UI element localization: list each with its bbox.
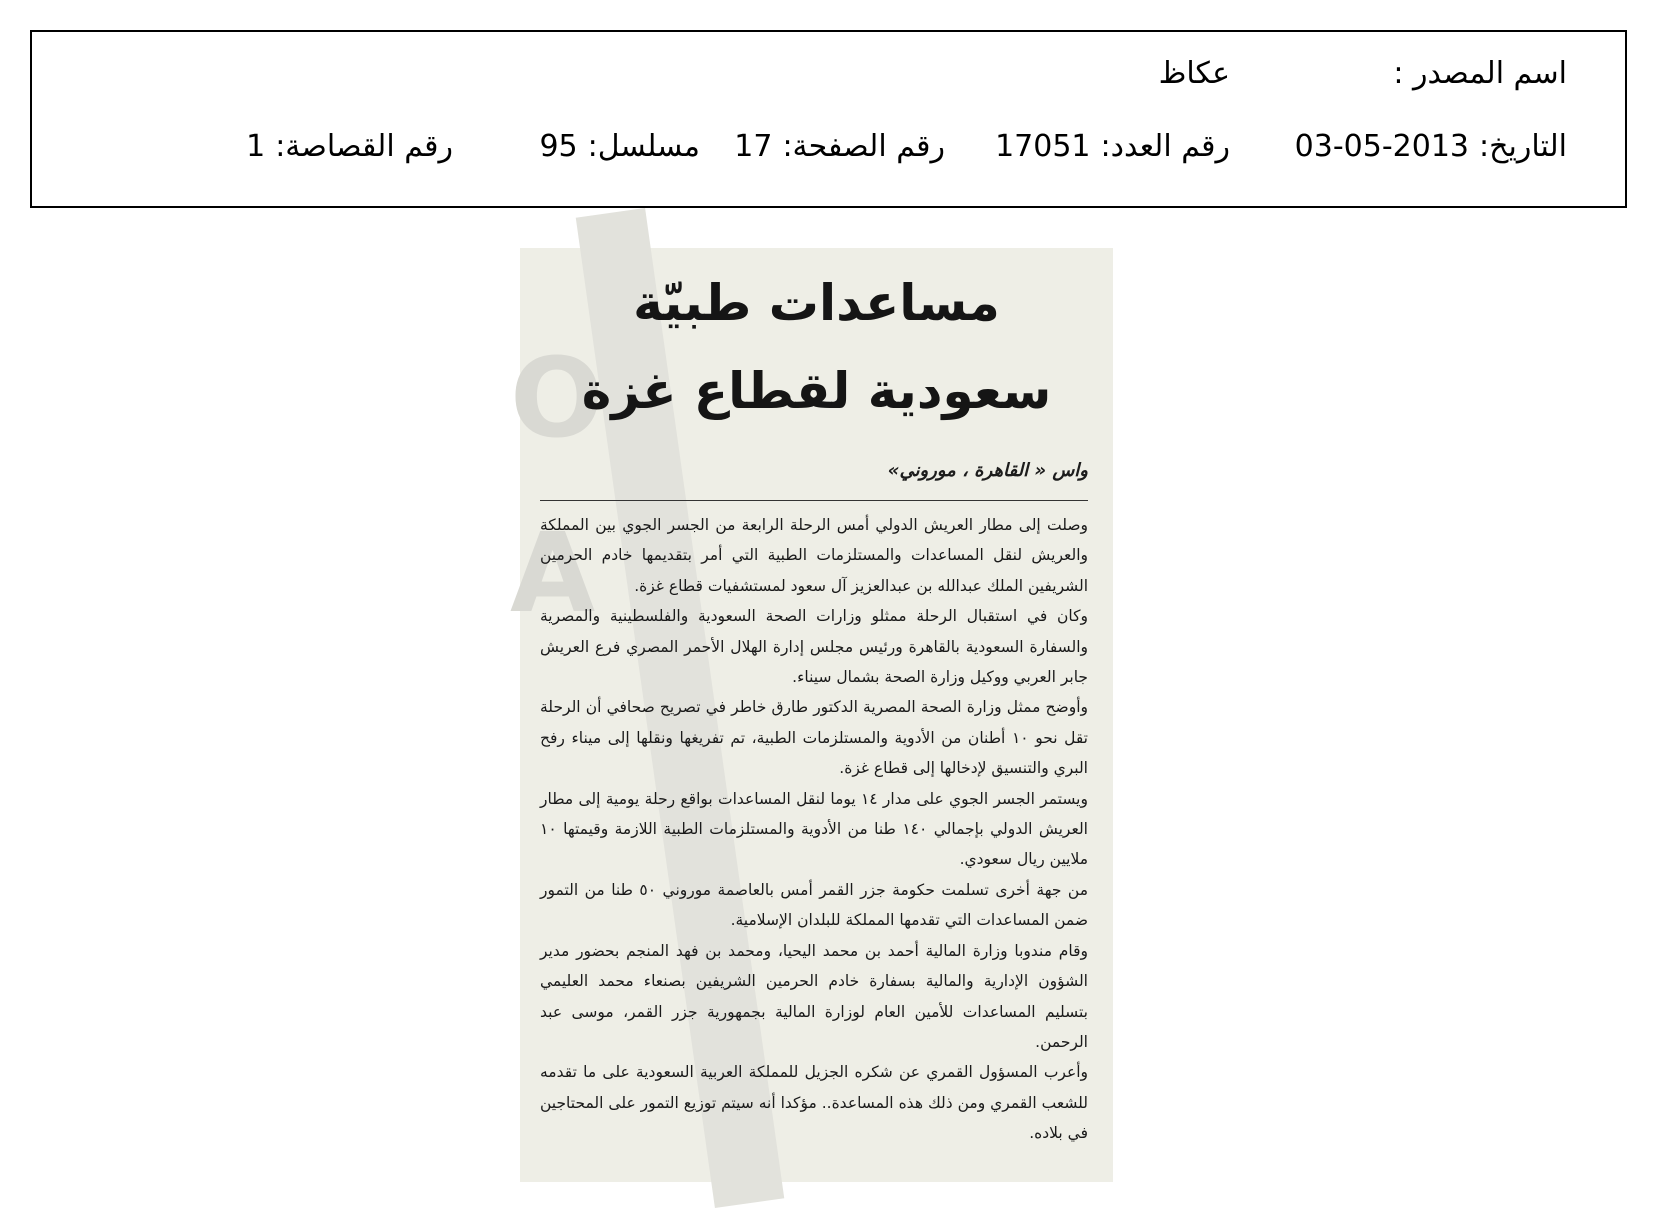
clip-number-value: 1 xyxy=(246,129,266,164)
article-paragraph: وصلت إلى مطار العريش الدولي أمس الرحلة الرابعة من الجسر الجوي بين المملكة والعريش لنقل المساعدات والمستلزمات الطبية التي أمر بتقديمها خادم الحرمين الشريفين الملك عبدالله بن عبدالعزيز آل سعود لمستشفيات قطاع غزة. xyxy=(540,516,1088,595)
source-value: عكاظ xyxy=(1158,56,1230,91)
article-paragraph: ويستمر الجسر الجوي على مدار ١٤ يوما لنقل المساعدات بواقع رحلة يومية إلى مطار العريش الدولي بإجمالي ١٤٠ طنا من الأدوية والمستلزمات الطبية اللازمة وقيمتها ١٠ ملايين ريال سعودي. xyxy=(540,789,1088,869)
article-body xyxy=(540,510,1088,1149)
article-paragraph: من جهة أخرى تسلمت حكومة جزر القمر أمس بالعاصمة موروني ٥٠ طنا من التمور ضمن المساعدات التي تقدمها المملكة للبلدان الإسلامية. xyxy=(540,880,1088,930)
serial-value: 95 xyxy=(539,129,578,164)
page-value: 17 xyxy=(734,129,773,164)
issue-value: 17051 xyxy=(995,129,1091,164)
byline: واس « القاهرة ، موروني» xyxy=(887,460,1088,481)
source-label: اسم المصدر : xyxy=(1393,56,1567,91)
date-label: التاريخ: xyxy=(1479,129,1567,164)
newspaper-clipping xyxy=(510,248,1113,1182)
page-field xyxy=(734,129,945,164)
date-value: 2013-05-03 xyxy=(1294,129,1470,164)
serial-label: مسلسل: xyxy=(587,129,700,164)
article-paragraph: وقام مندوبا وزارة المالية أحمد بن محمد اليحيا، ومحمد بن فهد المنجم بحضور مدير الشؤون الإدارية والمالية بسفارة خادم الحرمين الشريفين بصنعاء محمد العليمي بتسليم المساعدات للأمين العام لوزارة المالية بجمهورية جزر القمر، موسى عبد الرحمن. xyxy=(540,941,1088,1051)
divider xyxy=(540,500,1088,501)
article-paragraph: وكان في استقبال الرحلة ممثلو وزارات الصحة السعودية والفلسطينية والمصرية والسفارة السعودية بالقاهرة ورئيس مجلس إدارة الهلال الأحمر المصري فرع العريش جابر العربي ووكيل وزارة الصحة بشمال سيناء. xyxy=(540,607,1088,687)
clip-number-label: رقم القصاصة: xyxy=(275,129,453,164)
watermark-glyph-o: O xyxy=(510,334,604,462)
issue-field xyxy=(995,129,1230,164)
article-paragraph: وأعرب المسؤول القمري عن شكره الجزيل للمملكة العربية السعودية على ما تقدمه للشعب القمري ومن ذلك هذه المساعدة.. مؤكدا أنه سيتم توزيع التمور على المحتاجين في بلاده. xyxy=(540,1063,1088,1143)
clipping-header-box xyxy=(30,30,1627,208)
serial-field xyxy=(539,129,700,164)
page-label: رقم الصفحة: xyxy=(782,129,945,164)
issue-label: رقم العدد: xyxy=(1100,129,1230,164)
clip-number-field xyxy=(246,129,453,164)
date-field xyxy=(1294,129,1567,164)
article-paragraph: وأوضح ممثل وزارة الصحة المصرية الدكتور طارق خاطر في تصريح صحافي أن الرحلة تقل نحو ١٠ أطنان من الأدوية والمستلزمات الطبية، تم تفريغها ونقلها إلى ميناء رفح البري والتنسيق لإدخالها إلى قطاع غزة. xyxy=(540,698,1088,778)
watermark-glyph-a: A xyxy=(510,509,596,637)
headline-line-1: مساعدات طبيّة xyxy=(633,274,1000,332)
headline-line-2: سعودية لقطاع غزة xyxy=(581,362,1052,420)
